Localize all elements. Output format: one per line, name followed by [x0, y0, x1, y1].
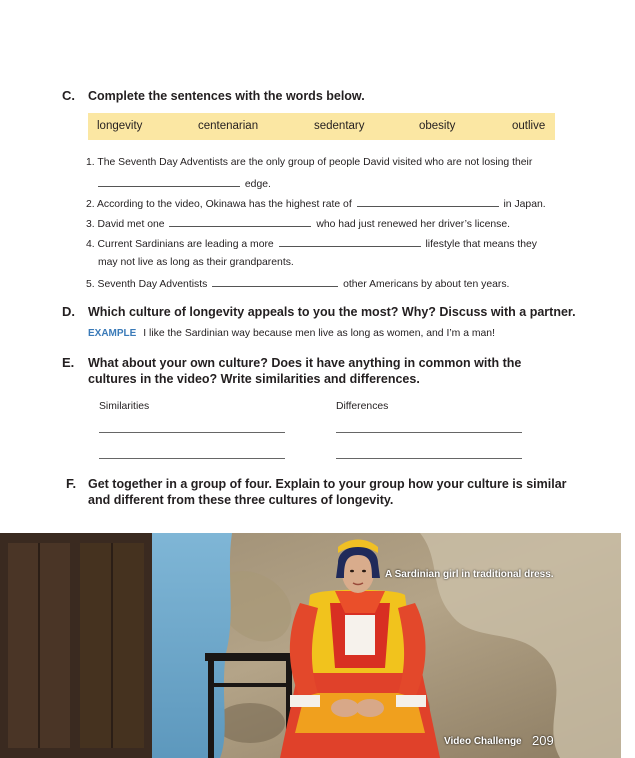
sardinian-girl-photo — [0, 533, 621, 758]
differences-line[interactable] — [336, 432, 522, 433]
similarities-heading: Similarities — [99, 401, 150, 412]
section-e-letter: E. — [62, 355, 75, 370]
section-d-prompt: Which culture of longevity appeals to you the most? Why? Discuss with a partner. — [88, 305, 576, 319]
word-bank-item: longevity — [97, 120, 143, 132]
section-c-letter: C. — [62, 88, 75, 103]
similarities-line[interactable] — [99, 432, 285, 433]
page-number: 209 — [532, 733, 554, 748]
exercise-item-1 — [86, 157, 532, 168]
answer-blank[interactable] — [279, 237, 421, 247]
item-text: 5. Seventh Day Adventists — [86, 279, 208, 290]
item-text: 1. The Seventh Day Adventists are the only group of people David visited who are not losing their — [86, 157, 533, 168]
footer-section-label: Video Challenge — [444, 736, 522, 747]
section-c-prompt: Complete the sentences with the words below. — [88, 89, 365, 103]
item-text: in Japan. — [503, 199, 546, 210]
item-text: other Americans by about ten years. — [343, 279, 510, 290]
item-text: 2. According to the video, Okinawa has the highest rate of — [86, 199, 352, 210]
answer-blank[interactable] — [357, 197, 499, 207]
item-text: edge. — [244, 179, 271, 190]
exercise-item-2 — [86, 197, 546, 210]
differences-heading: Differences — [336, 401, 389, 412]
example-label: EXAMPLE — [88, 328, 137, 339]
answer-blank[interactable] — [169, 217, 311, 227]
exercise-item-1-cont — [98, 177, 271, 190]
section-f-letter: F. — [66, 476, 77, 491]
section-f-prompt-line2: and different from these three cultures of longevity. — [88, 493, 394, 507]
word-bank-item: centenarian — [198, 120, 259, 132]
exercise-item-4 — [86, 237, 537, 250]
section-e-prompt-line2: cultures in the video? Write similarities and differences. — [88, 372, 420, 386]
exercise-item-5 — [86, 277, 509, 290]
word-bank-item: sedentary — [314, 120, 365, 132]
photo-illustration — [0, 533, 621, 758]
word-bank-item: outlive — [512, 120, 546, 132]
item-text: 3. David met one — [86, 219, 165, 230]
section-f-prompt-line1: Get together in a group of four. Explain to your group how your culture is similar — [88, 477, 567, 491]
word-bank-item: obesity — [419, 120, 456, 132]
item-text: may not live as long as their grandparents. — [98, 257, 294, 268]
example — [88, 328, 495, 339]
item-text: who had just renewed her driver’s license. — [316, 219, 511, 230]
example-text: I like the Sardinian way because men live as long as women, and I’m a man! — [143, 328, 495, 339]
answer-blank[interactable] — [212, 277, 338, 287]
item-text: 4. Current Sardinians are leading a more — [86, 239, 274, 250]
differences-line[interactable] — [336, 458, 522, 459]
exercise-item-3 — [86, 217, 510, 230]
photo-caption: A Sardinian girl in traditional dress. — [385, 569, 554, 580]
answer-blank[interactable] — [98, 177, 240, 187]
word-bank — [88, 113, 555, 140]
item-text: lifestyle that means they — [425, 239, 537, 250]
section-e-prompt-line1: What about your own culture? Does it have anything in common with the — [88, 356, 522, 370]
section-d-letter: D. — [62, 304, 75, 319]
similarities-line[interactable] — [99, 458, 285, 459]
exercise-item-4-cont — [98, 257, 294, 268]
